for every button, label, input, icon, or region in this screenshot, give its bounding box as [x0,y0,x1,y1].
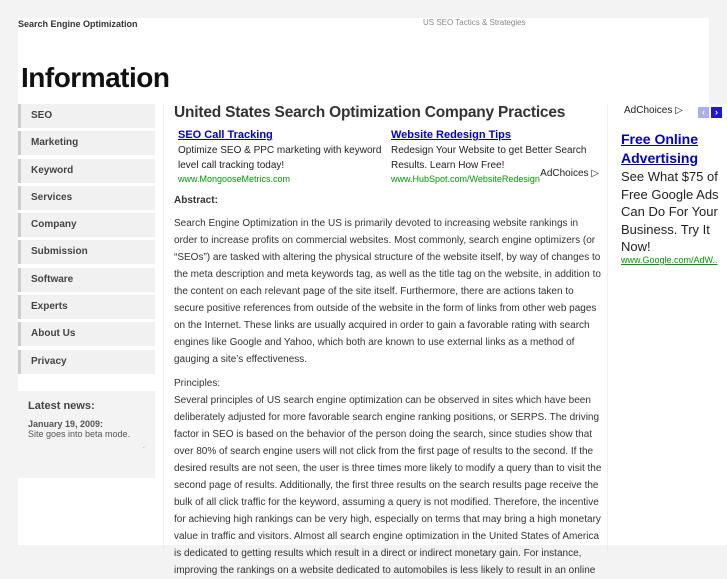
principles-text: Several principles of US search engine optimization can be observed in sites which have been deliberately adjusted for more favorable search engine ranking positions, or SERPS. The driving factor in SEO is based on the behavior of the person doing the search, since studies show that over 80% of search engine users will not click from the first page of results to the second. If the desired results are not seen, the user is three times more likely to modify a query than to visit the second page of results. Additionally, the first three results on the search results page receive the bulk of all click traffic for the keyword, assuming a query is not modified. Therefore, the incentive for achieving high rankings can be very high, especially on terms that may bring a high monetary value in traffic and visitors. Almost all search engine optimization in the United States of America is dedicated to getting results which result in a direct or indirect monetary gain. For instance, improving the rankings on a website dedicated to automobiles is less likely to result in an online [174,395,602,576]
main-content [163,104,608,576]
nav-item-experts[interactable]: Experts [18,295,155,319]
nav-item-marketing[interactable]: Marketing [18,131,155,155]
tagline: US SEO Tactics & Strategies [423,18,526,27]
news-heading: Latest news: [28,400,95,412]
nav-item-privacy[interactable]: Privacy [18,350,155,374]
news-dot: . [142,441,145,450]
ad-title-link[interactable]: Website Redesign Tips [391,129,512,141]
ad-title-link[interactable]: Free Online Advertising [621,131,699,166]
top-gutter [709,18,727,104]
site-name[interactable]: Search Engine Optimization [18,19,138,29]
page [18,18,727,576]
latest-news [18,391,155,478]
ad-url[interactable]: www.Google.com/AdW.. [621,255,718,265]
ad-title-link[interactable]: SEO Call Tracking [178,129,273,141]
next-arrow-icon[interactable]: › [711,107,722,118]
page-title: United States Search Optimization Company Practices [174,104,566,121]
nav-item-company[interactable]: Company [18,213,155,237]
nav-item-about-us[interactable]: About Us [18,322,155,346]
ad-block [174,128,607,184]
news-date: January 19, 2009: [28,419,104,429]
nav-item-services[interactable]: Services [18,186,155,210]
abstract-text: Search Engine Optimization in the US is primarily devoted to increasing website rankings in order to increase profits on commercial websites. Most commonly, search engine optimizers (or “SEOs”) are tasked with altering the physical structure of the website itself, by way of changes to the meta description and meta keywords tag, as well as the title tag on the website, in addition to the content on each relevant page of the site itself. Furthermore, there are actions taken to secure positive references from outside of the website in the form of links from other web pages on the Internet. These links are usually acquired in order to gain a favorable rating with search engines like Google and Yahoo, which both are known to use external links as a method of gauging a site’s effectiveness. [174,218,601,365]
nav-item-seo[interactable]: SEO [18,104,155,128]
nav-item-software[interactable]: Software [18,268,155,292]
ad-item [174,128,387,184]
prev-arrow-icon[interactable]: ‹ [698,107,709,118]
ad-desc: See What $75 of Free Google Ads Can Do For Your Business. Try It Now! [621,169,719,254]
nav-item-keyword[interactable]: Keyword [18,159,155,183]
ad-url[interactable]: www.HubSpot.com/WebsiteRedesign [391,174,540,184]
ad-desc: Optimize SEO & PPC marketing with keyword level call tracking today! [178,145,382,171]
adchoices-link[interactable]: AdChoices ▷ [540,168,599,179]
nav-item-submission[interactable]: Submission [18,240,155,264]
ad-desc: Redesign Your Website to get Better Search Results. Learn How Free! [391,145,587,171]
abstract-label: Abstract: [174,195,218,206]
news-text: Site goes into beta mode. [28,429,131,439]
adchoices-link[interactable]: AdChoices ▷ [624,105,683,116]
ad-url[interactable]: www.MongooseMetrics.com [178,174,291,184]
brand-heading: Information [21,62,170,93]
sidebar-nav [18,104,155,377]
principles-label: Principles: [174,378,221,389]
